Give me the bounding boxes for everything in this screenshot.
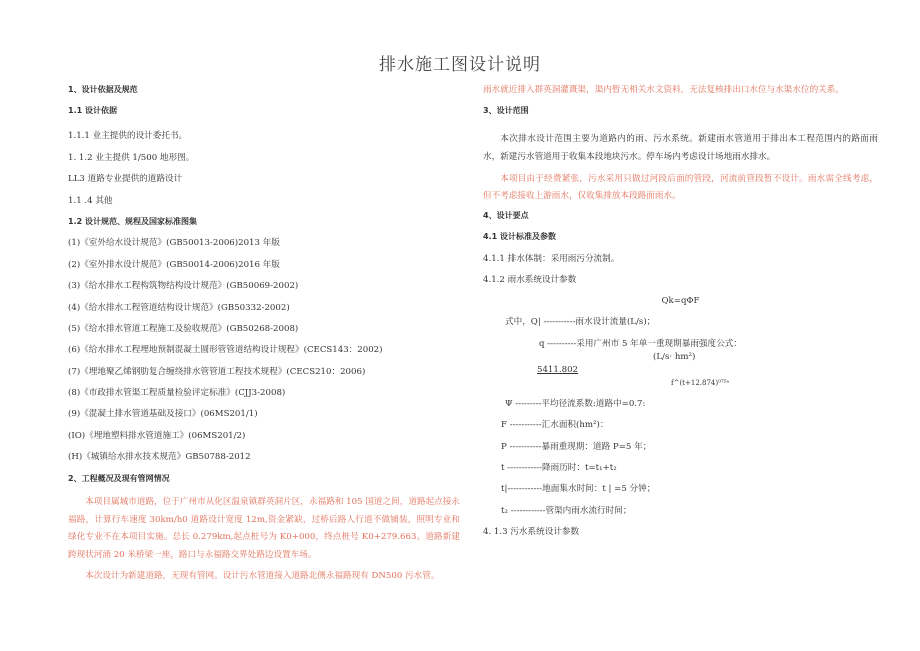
formula-numerator: 5411.802: [537, 364, 579, 375]
rainwater-params-line: 4.1.2 雨水系统设计参数: [483, 274, 577, 285]
formula-var-p: P -----------暴雨重现期：道路 P=5 年；: [501, 441, 652, 452]
drainage-system-line: 4.1.1 排水体制：采用雨污分流制。: [483, 253, 620, 264]
formula-denominator: f^(t+12.874)⁰⁷⁵ᵃ: [671, 378, 730, 387]
basis-item-4: 1.1 .4 其他: [68, 195, 113, 206]
formula-var-t: t ------------降雨历时：t=t₁+t₂: [501, 462, 617, 473]
spec-item: (7)《埋地聚乙烯钢肋复合缠绕排水管管道工程技术规程》(CECS210：2006): [68, 366, 366, 377]
section-3-heading: 3、设计范围: [483, 106, 529, 116]
basis-item-1: 1.1.1 业主提供的设计委托书。: [68, 131, 188, 142]
section-4-1-heading: 4.1 设计标准及参数: [483, 232, 556, 242]
spec-item: (9)《混凝土排水管道基础及接口》(06MS201/1): [68, 409, 258, 420]
section-1-2-heading: 1.2 设计规范、规程及国家标准图集: [68, 216, 197, 226]
section-1-heading: 1、设计依据及规范: [68, 85, 138, 94]
budget-note-paragraph: 本项目由于经费紧张，污水采用只做过河段后面的管段，河流前管段暂不设计。雨水需全线考虑，但不考虑接收上游雨水，仅收集排放本段路面雨水。: [483, 173, 878, 202]
outfall-note: 雨水就近排入群英洞灌溉渠，渠内暂无相关水文资料，无法复核排出口水位与水渠水位的关系。: [483, 85, 844, 95]
section-1-1-heading: 1.1 设计依据: [68, 106, 117, 116]
spec-item: (8)《市政排水管渠工程质量检验评定标准》(CJJ3-2008): [68, 388, 286, 399]
right-column: [483, 84, 878, 547]
spec-item: (6)《给水排水工程埋地预制混凝土圆形管管道结构设计规程》(CECS143：2002): [68, 345, 383, 356]
section-4-heading: 4、设计要点: [483, 210, 529, 220]
spec-item: (5)《给水排水管道工程施工及验收规范》(GB50268-2008): [68, 323, 299, 334]
project-overview-paragraph: 本项目属城市道路，位于广州市从化区温泉镇群英洞片区，永福路和 105 国道之间，道路起点接永福路，计算行车速度 30km/h0 道路设计宽度 12m,资金紧缺，过桥后路人行道不做铺装，照明专业和绿化专业不在本项目实施。总长 0.279km,起点桩号为 K0+000，终点桩号 K0+279.663。道路新建跨现状河涌 20 米桥梁一座，路口与永福路交界处路边设置车场。: [68, 497, 460, 560]
formula-var-q: 式中，Q| -----------雨水设计流量(L/s)；: [505, 317, 656, 328]
formula-unit: (L/s· hm²): [653, 351, 696, 362]
spec-item: (2)《室外排水设计规范》(GB50014-2006)2016 年版: [68, 259, 280, 270]
formula-var-intensity: q ----------采用广州市 5 年单一重现期暴雨强度公式：: [539, 338, 742, 349]
spec-item: (4)《给水排水工程管道结构设计规范》(GB50332-2002): [68, 302, 290, 313]
formula-var-t1: t|------------地面集水时间：t | =5 分钟；: [501, 484, 656, 495]
existing-network-paragraph: 本次设计为新建道路，无现有管网。设计污水管道接入道路北侧永福路现有 DN500 污水管。: [85, 571, 440, 582]
left-column: [68, 84, 460, 590]
rainwater-formula: Qk=qΦF: [661, 296, 700, 307]
spec-item: (IO)《埋地塑料排水管道施工》(06MS201/2): [68, 430, 246, 441]
section-2-heading: 2、工程概况及现有管网情况: [68, 473, 170, 483]
design-scope-paragraph: 本次排水设计范围主要为道路内的雨、污水系统。新建雨水管道用于排出本工程范围内的路面雨水，新建污水管道用于收集本段地块污水。停车场内考虑设计场地雨水排水。: [483, 134, 878, 162]
formula-var-t2: t₂ ------------管渠内雨水流行时间；: [501, 505, 632, 516]
spec-item: (H)《城镇给水排水技术规范》GB50788-2012: [68, 452, 251, 463]
basis-item-3: LL3 道路专业提供的道路设计: [68, 174, 183, 185]
spec-item: (3)《给水排水工程构筑物结构设计规范》(GB50069-2002): [68, 281, 299, 292]
page-title: 排水施工图设计说明: [379, 55, 541, 75]
formula-var-f: F -----------汇水面积(hm²)：: [501, 420, 609, 431]
sewage-params-line: 4. 1.3 污水系统设计参数: [483, 527, 580, 538]
formula-var-psi: Ψ ---------平均径流系数:道路中=0.7:: [505, 398, 646, 409]
basis-item-2: 1. 1.2 业主提供 1/500 地形图。: [68, 152, 195, 163]
spec-item: (1)《室外给水设计规范》(GB50013-2006)2013 年版: [68, 238, 280, 249]
